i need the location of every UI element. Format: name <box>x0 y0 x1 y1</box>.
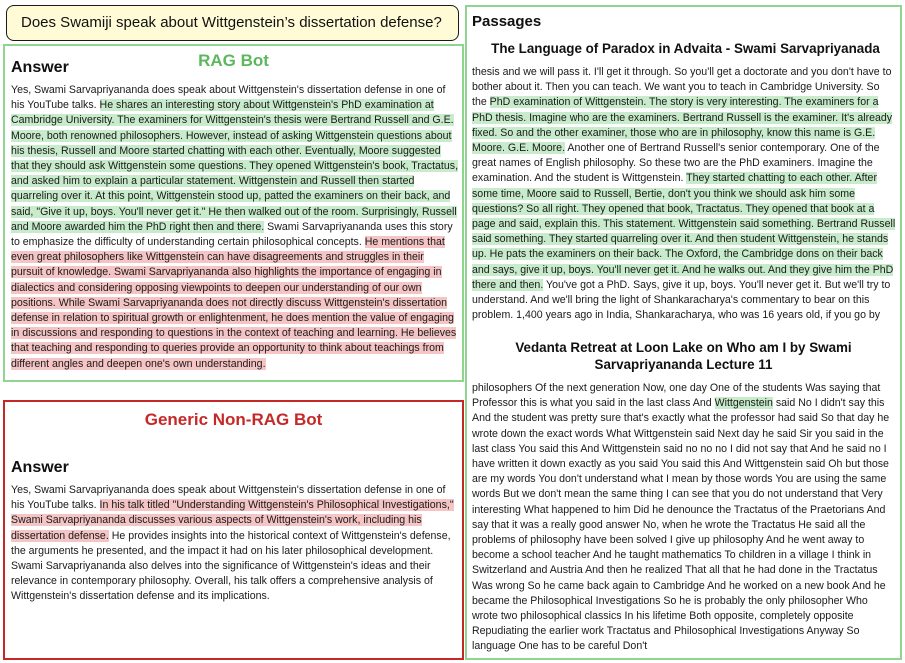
passage-2-title: Vedanta Retreat at Loon Lake on Who am I by Swami Sarvapriyananda Lecture 11 <box>515 340 852 372</box>
question-text: Does Swamiji speak about Wittgenstein’s dissertation defense? <box>21 14 442 31</box>
nonrag-answer-segment: He provides insights into the historical context of Wittgenstein's defense, the arguments he presented, and the impact it had on his later philosophical development. Swami Sarvapriyananda also delves into the significance of Wittgenstein's ideas and their relevance in contemporary philosophy. Overall, his talk offers a comprehensive analysis of Wittgenstein's dissertation defense and its implications. <box>11 529 451 603</box>
passages-panel <box>465 5 902 660</box>
passage-2-text <box>472 381 896 655</box>
passage-segment-matched: Wittgenstein <box>714 397 773 410</box>
passage-1-title: The Language of Paradox in Advaita - Swami Sarvapriyanada <box>491 41 880 56</box>
nonrag-bot-title: Generic Non-RAG Bot <box>144 410 323 429</box>
passage-segment-matched: PhD examination of Wittgenstein. The story is very interesting. The examiners for a PhD thesis. Imagine who are the examiners. Bertrand Russell is the examiner. It's already fixed. So and the other examiner, those who are in philosophy, know this name is G.E. Moore. G.E. Moore. <box>472 96 893 155</box>
passage-segment: philosophers Of the next generation Now, one day One of the students Was saying that Professor this is what you said in the last class And <box>472 382 881 410</box>
passage-segment: Another one of Bertrand Russell's senior contemporary. One of the great names of English philosophy. So these two are the PhD examiners. Imagine the examination. And the student is Wittgenstein. <box>472 142 880 185</box>
nonrag-answer-heading: Answer <box>11 459 69 476</box>
passage-segment: said No I didn't say this And the student was pretty sure that's exactly what the professor had said So that day he wrote down the exact words What Wittgenstein said Next day he said Sir you said in the last class You said this And Wittgenstein said no no no I did not say that And he said no I have written it down exactly as you said You said this And Wittgenstein said Oh but those are my words You don't understand what I mean by those words You are using the same words But we don't mean the same thing I can see that you do not understand that Very interesting What happened to him Did he denounce the Tractatus of the Praetorians And say that it was a really good answer No, when he wrote the Tractatus He said all the problems of philosophy have been solved I give up philosophy And he went away to become a school teacher And he taught mathematics To children in a village I think in Switzerland and Austria And then he realized That all that he had done in the Tractatus Was wrong So he came back again to Cambridge And he worked on a new book And he became the Philosophical Investigations So he is probably the only philosopher Who wrote two philosophical classics In his lifetime Both opposite, completely opposite Repudiating the earlier work Tractatus and Philosophical Investigations Anyway So language One has to be careful Don't <box>472 397 890 653</box>
nonrag-answer-segment-unsupported: In his talk titled "Understanding Wittgenstein's Philosophical Investigations," Swami Sarvapriyananda discusses various aspects of Wittgenstein's work, including his dissertation defense. <box>11 499 454 542</box>
rag-answer-segment: Swami Sarvapriyananda uses this story to emphasize the difficulty of understanding certain philosophical concepts. <box>11 220 453 249</box>
rag-answer-heading: Answer <box>11 59 69 76</box>
passages-heading: Passages <box>472 13 542 30</box>
passage-segment: You've got a PhD. Says, give it up, boys. You'll never get it. But we'll try to understand. And we'll bring the light of Shankaracharya's commentary to bear on this problem. 1,400 years ago in India, Shankaracharya, who was 16 years old, if you go by <box>472 278 891 322</box>
passage-segment: thesis and we will pass it. I'll get it through. So you'll get a doctorate and you don't have to bother about it. Then you can teach. We want you to teach in Cambridge University. So the <box>472 66 892 109</box>
rag-bot-title: RAG Bot <box>198 51 269 70</box>
nonrag-answer-segment: Yes, Swami Sarvapriyananda does speak about Wittgenstein's dissertation defense in one of his YouTube talks. <box>11 484 446 512</box>
rag-bot-panel <box>3 44 464 382</box>
passage-segment-matched: They started chatting to each other. After some time, Moore said to Russell, Bertie, don't you think we should ask him some questions? So all right. They opened that book, Tractatus. They opened that book at a page and said, explain this. This statement. Wittgenstein said something. Bertrand Russell said something. They started quarreling over it. And then student Wittgenstein, he stands up. He pats the examiners on their back. The Oxford, the Cambridge dons on their back and says, give it up, boys. You'll never get it. And he walks out. And they give him the PhD there and then. <box>472 172 896 291</box>
rag-answer-text <box>11 83 458 372</box>
question-box <box>6 5 459 41</box>
rag-answer-segment-supported: He shares an interesting story about Wittgenstein's PhD examination at Cambridge University. The examiners for Wittgenstein's thesis were Bertrand Russell and G.E. Moore, both renowned philosophers. However, instead of asking Wittgenstein questions about his thesis, Russell and Moore started chatting with each other. Eventually, Moore suggested that they should ask Wittgenstein some questions. They opened Wittgenstein's book, Tractatus, and asked him to explain a particular statement. Wittgenstein and Russell then started quarreling over it. At this point, Wittgenstein stood up, patted the examiners on their back, and said, "Give it up, boys. You'll never get it." He then walked out of the room. Surprisingly, Russell and Moore awarded him the PhD right then and there. <box>11 99 459 233</box>
rag-answer-segment: Yes, Swami Sarvapriyananda does speak about Wittgenstein's dissertation defense in one of his YouTube talks. <box>11 84 446 112</box>
nonrag-bot-panel <box>3 400 464 660</box>
passage-1-text <box>472 65 896 323</box>
nonrag-answer-text <box>11 483 458 605</box>
rag-answer-segment-unsupported: He mentions that even great philosophers like Wittgenstein can have disagreements and struggles in their pursuit of knowledge. Swami Sarvapriyananda also highlights the importance of engaging in dialectics and considering opposing viewpoints to deepen our understanding of our own positions. While Swami Sarvapriyananda does not directly discuss Wittgenstein's dissertation defense in relation to spiritual growth or enlightenment, he does mention the value of engaging in discussions and responding to questions in the context of teaching and learning. He believes that teaching and responding to queries provide an opportunity to think about teachings from different angles and deepen one's own understanding. <box>11 236 457 370</box>
